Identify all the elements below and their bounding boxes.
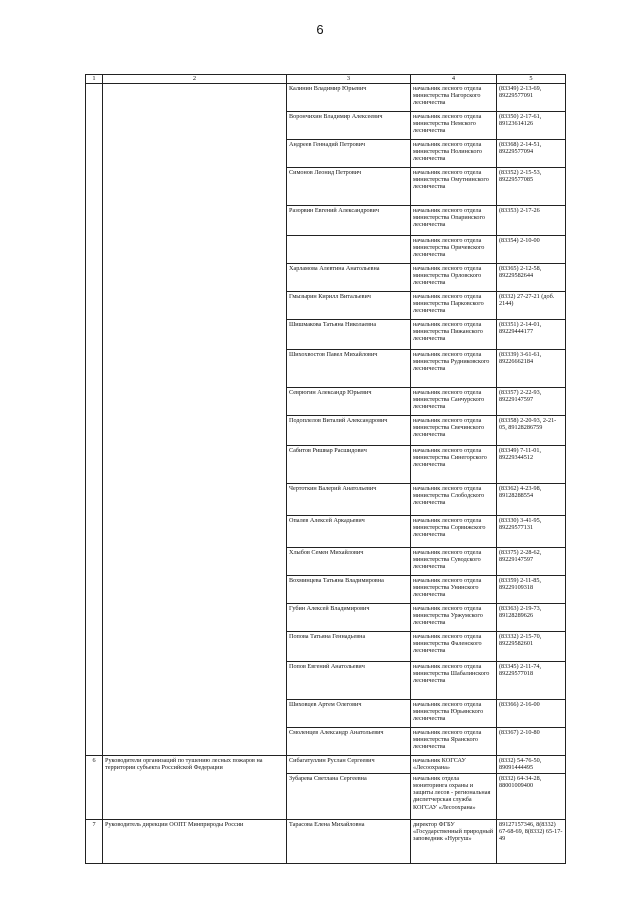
person-name: Андреев Геннадий Петрович xyxy=(287,140,411,168)
person-phone: 89127157346, 8(8332) 67-68-69, 8(8332) 65-17-49 xyxy=(497,820,566,864)
header-cell-2: 2 xyxy=(103,75,287,84)
person-name: Смоленцев Александр Анатольевич xyxy=(287,728,411,756)
person-phone: (83366) 2-16-00 xyxy=(497,700,566,728)
header-cell-3: 3 xyxy=(287,75,411,84)
section-number: 6 xyxy=(86,756,103,820)
person-position: начальник лесного отдела министерства Слободского лесничества xyxy=(411,484,497,516)
person-phone: (83363) 2-19-73, 89128289626 xyxy=(497,604,566,632)
person-position: начальник лесного отдела министерства Унинского лесничества xyxy=(411,576,497,604)
person-position: начальник лесного отдела министерства Юрьянского лесничества xyxy=(411,700,497,728)
person-phone: (83368) 2-14-51, 89229577094 xyxy=(497,140,566,168)
person-phone: (83349) 7-11-01, 89229344512 xyxy=(497,446,566,484)
person-phone: (83362) 4-23-98, 89128288554 xyxy=(497,484,566,516)
person-name: Вохминцева Татьяна Владимировна xyxy=(287,576,411,604)
person-name: Шихохвостов Павел Михайлович xyxy=(287,350,411,388)
person-position: начальник лесного отдела министерства Нолинского лесничества xyxy=(411,140,497,168)
person-position: начальник лесного отдела министерства Свечинского лесничества xyxy=(411,416,497,446)
person-position: начальник лесного отдела министерства Сорвижского лесничества xyxy=(411,516,497,548)
person-position: начальник лесного отдела министерства Омутнинского лесничества xyxy=(411,168,497,206)
person-position: начальник лесного отдела министерства Немского лесничества xyxy=(411,112,497,140)
table-header-row xyxy=(86,75,566,84)
person-phone: (83367) 2-10-80 xyxy=(497,728,566,756)
person-name: Симонов Леонид Петрович xyxy=(287,168,411,206)
person-name: Калинин Владимир Юрьевич xyxy=(287,84,411,112)
person-name: Попова Татьяна Геннадьевна xyxy=(287,632,411,662)
person-name: Попов Евгений Анатольевич xyxy=(287,662,411,700)
person-position: начальник лесного отдела министерства Опаринского лесничества xyxy=(411,206,497,236)
person-phone: (83354) 2-10-00 xyxy=(497,236,566,264)
header-cell-5: 5 xyxy=(497,75,566,84)
person-name: Разорвин Евгений Александрович xyxy=(287,206,411,236)
header-cell-4: 4 xyxy=(411,75,497,84)
person-name: Зубарева Светлана Сергеевна xyxy=(287,774,411,820)
table-row xyxy=(86,756,566,774)
person-phone: (83332) 2-15-70, 89229582601 xyxy=(497,632,566,662)
person-position: начальник лесного отдела министерства Нагорского лесничества xyxy=(411,84,497,112)
person-name: Сабитов Ришвар Расшидович xyxy=(287,446,411,484)
person-position: начальник лесного отдела министерства Рудниковского лесничества xyxy=(411,350,497,388)
person-phone: (83352) 2-15-53, 89229577085 xyxy=(497,168,566,206)
person-name: Губин Алексей Владимирович xyxy=(287,604,411,632)
person-position: начальник лесного отдела министерства Шабалинского лесничества xyxy=(411,662,497,700)
person-phone: (8332) 54-76-50, 89091444495 xyxy=(497,756,566,774)
person-position: директор ФГБУ «Государственный природный заповедник «Нургуш» xyxy=(411,820,497,864)
person-name: Подоплелов Виталий Александрович xyxy=(287,416,411,446)
person-position: начальник КОГСАУ «Лесоохрана» xyxy=(411,756,497,774)
person-phone: (83339) 3-61-61, 89226662184 xyxy=(497,350,566,388)
page-number: 6 xyxy=(316,22,324,37)
person-phone: (83357) 2-22-93, 89229147597 xyxy=(497,388,566,416)
person-phone: (8332) 64-34-28, 88001009400 xyxy=(497,774,566,820)
person-position: начальник лесного отдела министерства Парковского лесничества xyxy=(411,292,497,320)
person-phone: (83330) 3-41-95, 89229577131 xyxy=(497,516,566,548)
person-name: Шишмакова Татьяна Николаевна xyxy=(287,320,411,350)
section-num-cell xyxy=(86,84,103,756)
person-phone: (83350) 2-17-61, 89123614126 xyxy=(497,112,566,140)
person-name: Севрюгин Александр Юрьевич xyxy=(287,388,411,416)
person-position: начальник лесного отдела министерства Санчурского лесничества xyxy=(411,388,497,416)
person-position: начальник лесного отдела министерства Синегорского лесничества xyxy=(411,446,497,484)
table-row xyxy=(86,84,566,112)
person-phone: (83358) 2-20-93, 2-21-05, 89128286759 xyxy=(497,416,566,446)
person-position: начальник лесного отдела министерства Орловского лесничества xyxy=(411,264,497,292)
person-position: начальник лесного отдела министерства Суводского лесничества xyxy=(411,548,497,576)
person-phone: (83375) 2-28-62, 89229147597 xyxy=(497,548,566,576)
person-name: Ворончихин Владимир Алексеевич xyxy=(287,112,411,140)
person-name: Опалев Алексей Аркадьевич xyxy=(287,516,411,548)
person-phone: (83351) 2-14-01, 89229444177 xyxy=(497,320,566,350)
person-name: Хлыбов Семен Михайлович xyxy=(287,548,411,576)
person-phone: (83359) 2-11-85, 89229109318 xyxy=(497,576,566,604)
person-phone: (83353) 2-17-26 xyxy=(497,206,566,236)
person-name: Сибагатуллин Руслан Сергеевич xyxy=(287,756,411,774)
person-phone: (83349) 2-13-69, 89229577091 xyxy=(497,84,566,112)
person-phone: (8332) 27-27-21 (доб. 2144) xyxy=(497,292,566,320)
section-title: Руководители организаций по тушению лесных пожаров на территории субъекта Российской Федерации xyxy=(103,756,287,820)
person-name: Чертоткин Валерий Анатольевич xyxy=(287,484,411,516)
person-name: Харламова Алевтина Анатольевна xyxy=(287,264,411,292)
person-name: Тарасова Елена Михайловна xyxy=(287,820,411,864)
table-row xyxy=(86,820,566,864)
person-position: начальник лесного отдела министерства Оричевского лесничества xyxy=(411,236,497,264)
section-title-cell xyxy=(103,84,287,756)
person-name xyxy=(287,236,411,264)
person-position: начальник лесного отдела министерства Пижанского лесничества xyxy=(411,320,497,350)
person-phone: (83365) 2-12-58, 89229582644 xyxy=(497,264,566,292)
section-number: 7 xyxy=(86,820,103,864)
person-position: начальник отдела мониторинга охраны и защиты лесов - региональная диспетчерская служба КОГСАУ «Лесоохрана» xyxy=(411,774,497,820)
person-position: начальник лесного отдела министерства Фаленского лесничества xyxy=(411,632,497,662)
person-name: Шиховцев Артем Олегович xyxy=(287,700,411,728)
person-position: начальник лесного отдела министерства Уржумского лесничества xyxy=(411,604,497,632)
person-position: начальник лесного отдела министерства Яранского лесничества xyxy=(411,728,497,756)
header-cell-1: 1 xyxy=(86,75,103,84)
section-title: Руководитель дирекции ООПТ Минприроды России xyxy=(103,820,287,864)
person-phone: (83345) 2-11-74, 89229577018 xyxy=(497,662,566,700)
contacts-table xyxy=(85,74,566,864)
person-name: Гмызырин Кирилл Витальевич xyxy=(287,292,411,320)
